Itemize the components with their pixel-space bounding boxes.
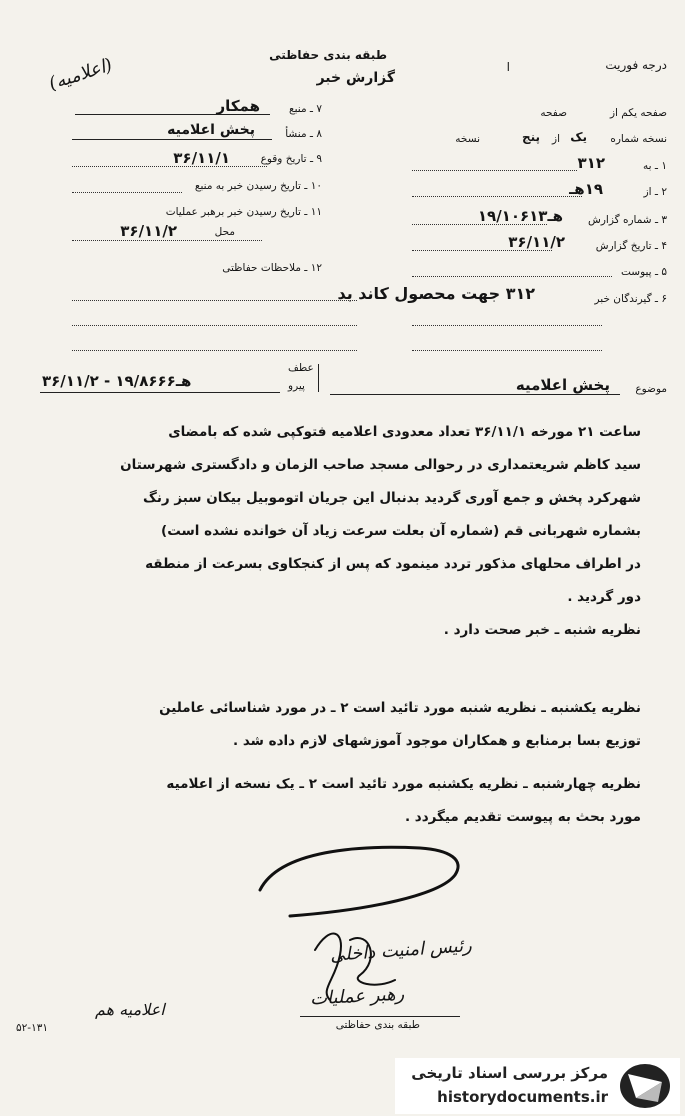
- field-6-recipients-label: ۶ ـ گیرندگان خبر: [594, 293, 667, 305]
- subject-divider: [318, 364, 319, 392]
- watermark-url: historydocuments.ir: [437, 1088, 608, 1106]
- opinion-wednesday-2: مورد بحث به پیوست تقدیم میگردد .: [404, 809, 641, 825]
- field-2-from-label: ۲ ـ از: [643, 186, 667, 198]
- field-4-date-label: ۴ ـ تاریخ گزارش: [595, 240, 667, 252]
- field-3-number-value: ۱۹/۱۰۶۱۳هـ: [477, 207, 563, 225]
- field-8-line: [72, 139, 272, 140]
- field-6-line-1: [412, 325, 602, 326]
- field-7-source-value: همکار: [216, 97, 260, 115]
- field-7-source-label: ۷ ـ منبع: [289, 103, 322, 115]
- field-4-date-value: ۳۶/۱۱/۲: [508, 233, 565, 251]
- field-9-date-value: ۳۶/۱۱/۱: [173, 149, 230, 167]
- field-12-line-3: [72, 350, 357, 351]
- field-1-to-value: ۳۱۲: [577, 154, 605, 172]
- field-11-line: [72, 240, 262, 241]
- footer-classification: طبقه بندی حفاظتی: [335, 1019, 420, 1031]
- field-7-line: [75, 114, 270, 115]
- handwritten-note: رئیس امنیت داخلی: [329, 935, 473, 966]
- field-3-number-label: ۳ ـ شماره گزارش: [588, 214, 667, 226]
- page-of-label: صفحه: [540, 107, 567, 119]
- opinion-wednesday-1: نظریه چهارشنبه ـ نظریه یکشنبه مورد تائید است ۲ ـ یک نسخه از اعلامیه: [166, 776, 641, 792]
- document-logo-icon: [618, 1062, 672, 1110]
- ref-label-2: پیرو: [288, 380, 305, 392]
- field-3-line: [412, 224, 547, 225]
- signature-scribble: [300, 920, 420, 1010]
- body-line-4: بشماره شهربانی قم (شماره آن بعلت سرعت زیاد آن خوانده نشده است): [161, 523, 641, 539]
- body-line-2: سید کاظم شریعتمداری در رحوالی مسجد صاحب الزمان و دادگستری شهرستان: [120, 457, 641, 473]
- copy-total: پنج: [521, 130, 540, 144]
- field-10-label: ۱۰ ـ تاریخ رسیدن خبر به منبع: [194, 180, 322, 192]
- footer-line: [300, 1016, 460, 1017]
- field-place-label: محل: [214, 226, 235, 238]
- field-10-line: [72, 192, 182, 193]
- body-line-7: نظریه شنبه ـ خبر صحت دارد .: [443, 622, 641, 638]
- opinion-sunday-1: نظریه یکشنبه ـ نظریه شنبه مورد تائید است ۲ ـ در مورد شناسائی عاملین: [159, 700, 641, 716]
- copy-value: یک: [570, 130, 587, 144]
- handwritten-note-left: اعلامیه هم: [95, 1000, 165, 1019]
- urgency-label: درجه فوریت: [605, 58, 667, 72]
- subject-value: پخش اعلامیه: [515, 376, 610, 394]
- page-label: صفحه یکم از: [609, 107, 667, 119]
- field-9-line: [72, 166, 267, 167]
- watermark: [395, 1058, 680, 1114]
- body-line-1: ساعت ۲۱ مورخه ۳۶/۱۱/۱ تعداد معدودی اعلامیه فتوکپی شده که بامضای: [168, 424, 641, 440]
- field-12-line-2: [72, 325, 357, 326]
- handwritten-signature: رهبر عملیات: [309, 983, 405, 1010]
- checkmark-flourish: [250, 830, 480, 920]
- field-2-line: [412, 196, 582, 197]
- subject-line: [330, 394, 620, 395]
- urgency-mark: ا: [506, 60, 510, 74]
- field-6-line-2: [412, 350, 602, 351]
- field-1-to-label: ۱ ـ به: [643, 160, 667, 172]
- body-line-5: در اطراف محلهای مذکور تردد مینمود که پس از کنجکاوی بسرعت از منطقه: [145, 556, 641, 572]
- ref-line: [40, 392, 280, 393]
- ref-value: ۳۶/۱۱/۲ - ۱۹/۸۶۶۶هـ: [42, 372, 192, 390]
- field-2-from-value: ۱۹هـ: [569, 180, 603, 198]
- field-1-line: [412, 170, 577, 171]
- margin-handwriting: (اعلامیه): [46, 54, 115, 95]
- copy-label: نسخه شماره: [610, 133, 667, 145]
- field-8-origin-label: ۸ ـ منشأ: [285, 128, 322, 140]
- opinion-sunday-2: توزیع بسا برمنابع و همکاران موجود آموزشهای لازم داده شد .: [233, 733, 641, 749]
- ref-label-1: عطف: [288, 362, 314, 374]
- report-title: گزارش خبر: [316, 70, 395, 86]
- classification-label: طبقه بندی حفاظتی: [269, 48, 387, 62]
- field-5-line: [412, 276, 612, 277]
- watermark-title: مرکز بررسی اسناد تاریخی: [411, 1064, 608, 1082]
- copy-of-label: از: [552, 133, 560, 145]
- body-line-3: شهرکرد پخش و جمع آوری گردید بدنبال این جریان اتوموبیل بیکان سبز رنگ: [143, 490, 641, 506]
- field-6-recipients-value: ۳۱۲ جهت محصول کاند بد: [337, 284, 535, 303]
- subject-label: موضوع: [635, 383, 667, 395]
- field-5-attachment-label: ۵ ـ پیوست: [620, 266, 667, 278]
- field-8-origin-value: پخش اعلامیه: [167, 122, 255, 138]
- copy-unit: نسخه: [455, 133, 480, 145]
- field-11-label: ۱۱ ـ تاریخ رسیدن خبر برهبر عملیات: [165, 206, 322, 218]
- form-number: ۵۲-۱۳۱: [16, 1022, 48, 1034]
- field-9-date-label: ۹ ـ تاریخ وقوع: [260, 153, 322, 165]
- field-12-line-1: [72, 300, 357, 301]
- field-4-line: [412, 250, 552, 251]
- field-12-label: ۱۲ ـ ملاحظات حفاظتی: [222, 262, 322, 274]
- field-11-value: ۳۶/۱۱/۲: [120, 222, 177, 240]
- body-line-6: دور گردید .: [567, 589, 641, 605]
